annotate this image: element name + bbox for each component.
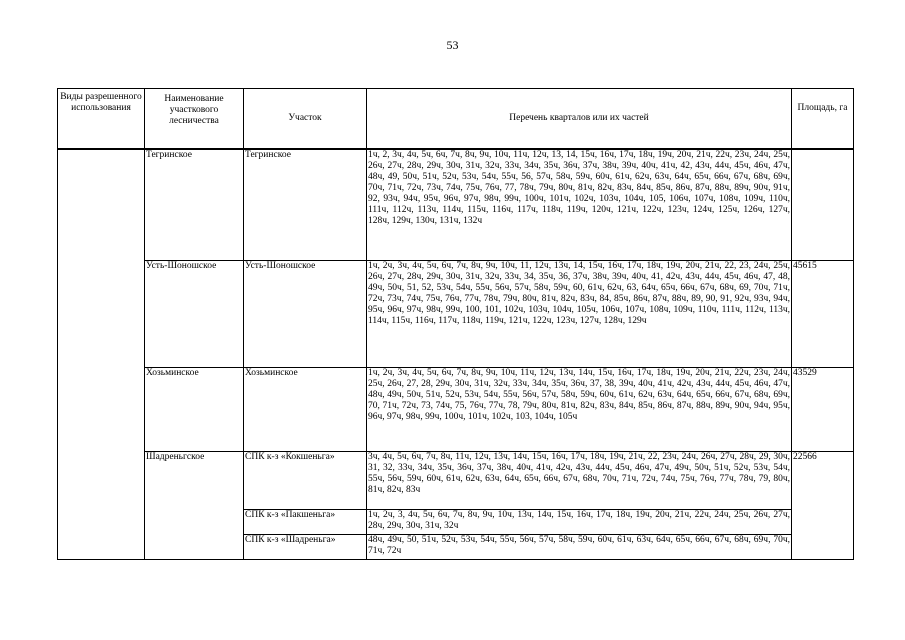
use-type-cell: [58, 149, 145, 559]
section-cell: СПК к-з «Шадреньга»: [244, 534, 367, 559]
forestry-cell: Шадреньгское: [145, 451, 244, 559]
quarters-cell: 1ч, 2ч, 3ч, 4ч, 5ч, 6ч, 7ч, 8ч, 9ч, 10ч, 11ч, 12ч, 13ч, 14ч, 15ч, 16ч, 17ч, 18ч, 19ч, 20ч, 21ч, 22ч, 23ч, 24ч, 25ч, 26ч, 27, 28, 29ч, 30ч, 31ч, 32ч, 33ч, 34ч, 35ч, 36ч, 37, 38, 39ч, 40ч, 41ч, 42ч, 43ч, 44ч, 45ч, 46ч, 47ч, 48ч, 49ч, 50ч, 51ч, 52ч, 53ч, 54ч, 55ч, 56ч, 57ч, 58ч, 59ч, 60ч, 61ч, 62ч, 63ч, 64ч, 65ч, 66ч, 67ч, 68ч, 69ч, 70, 71ч, 72ч, 73, 74ч, 75, 76ч, 77ч, 78, 79ч, 80ч, 81ч, 82ч, 83ч, 84ч, 85ч, 86ч, 87ч, 88ч, 89ч, 90ч, 94ч, 95ч, 96ч, 97ч, 98ч, 99ч, 100ч, 101ч, 102ч, 103, 104ч, 105ч: [367, 367, 792, 451]
quarters-cell: 3ч, 4ч, 5ч, 6ч, 7ч, 8ч, 11ч, 12ч, 13ч, 14ч, 15ч, 16ч, 17ч, 18ч, 19ч, 21ч, 22, 23ч, 24ч, 26ч, 27ч, 28ч, 29, 30ч, 31, 32, 33ч, 34ч, 35ч, 36ч, 37ч, 38ч, 40ч, 41ч, 42ч, 43ч, 44ч, 45ч, 46ч, 47ч, 49ч, 50ч, 51ч, 52ч, 53ч, 54ч, 55ч, 56ч, 59ч, 60ч, 61ч, 62ч, 63ч, 64ч, 65ч, 66ч, 67ч, 68ч, 70ч, 71ч, 72ч, 74ч, 75ч, 76ч, 77ч, 78ч, 79, 80ч, 81ч, 82ч, 83ч: [367, 451, 792, 509]
header-section: Участок: [244, 89, 367, 150]
forest-quarters-table: [57, 88, 854, 560]
table-row: [58, 367, 854, 451]
header-use-type: Виды разрешенного использования: [58, 89, 145, 150]
forestry-cell: Хозьминское: [145, 367, 244, 451]
section-cell: СПК к-з «Кокшеньга»: [244, 451, 367, 509]
area-cell: 22566: [792, 451, 854, 559]
page-number: 53: [446, 38, 459, 52]
quarters-cell: 1ч, 2, 3ч, 4ч, 5ч, 6ч, 7ч, 8ч, 9ч, 10ч, 11ч, 12ч, 13, 14, 15ч, 16ч, 17ч, 18ч, 19ч, 20ч, 21ч, 22ч, 23ч, 24ч, 25ч, 26ч, 27ч, 28ч, 29ч, 30ч, 31ч, 32ч, 33ч, 34ч, 35ч, 36ч, 37ч, 38ч, 39ч, 40ч, 41ч, 42, 43ч, 44ч, 45ч, 46ч, 47ч, 48ч, 49, 50ч, 51ч, 52ч, 53ч, 54ч, 55ч, 56, 57ч, 58ч, 59ч, 60ч, 61ч, 62ч, 63ч, 64ч, 65ч, 66ч, 67ч, 68ч, 69ч, 70ч, 71ч, 72ч, 73ч, 74ч, 75ч, 76ч, 77, 78ч, 79ч, 80ч, 81ч, 82ч, 83ч, 84ч, 85ч, 86ч, 87ч, 88ч, 89ч, 90ч, 91ч, 92, 93ч, 94ч, 95ч, 96ч, 97ч, 98ч, 99ч, 100ч, 101ч, 102ч, 103ч, 104ч, 105, 106ч, 107ч, 108ч, 109ч, 110ч, 111ч, 112ч, 113ч, 114ч, 115ч, 116ч, 117ч, 118ч, 119ч, 120ч, 121ч, 122ч, 123ч, 124ч, 125ч, 126ч, 127ч, 128ч, 129ч, 130ч, 131ч, 132ч: [367, 149, 792, 260]
table-row: [58, 260, 854, 367]
area-cell: 45615: [792, 260, 854, 367]
section-cell: Усть-Шоношское: [244, 260, 367, 367]
header-forestry: Наименование участкового лесничества: [145, 89, 244, 150]
quarters-cell: 48ч, 49ч, 50, 51ч, 52ч, 53ч, 54ч, 55ч, 56ч, 57ч, 58ч, 59ч, 60ч, 61ч, 63ч, 64ч, 65ч, 66ч, 67ч, 68ч, 69ч, 70ч, 71ч, 72ч: [367, 534, 792, 559]
section-cell: Тегринское: [244, 149, 367, 260]
area-cell: 43529: [792, 367, 854, 451]
table-row: [58, 149, 854, 260]
table-header-row: [58, 89, 854, 150]
header-area: Площадь, га: [792, 89, 854, 150]
quarters-cell: 1ч, 2ч, 3ч, 4ч, 5ч, 6ч, 7ч, 8ч, 9ч, 10ч, 11, 12ч, 13ч, 14, 15ч, 16ч, 17ч, 18ч, 19ч, 20ч, 21ч, 22, 23, 24ч, 25ч, 26ч, 27ч, 28ч, 29ч, 30ч, 31ч, 32ч, 33ч, 34, 35ч, 36, 37ч, 38ч, 39ч, 40ч, 41, 42ч, 43ч, 44ч, 45ч, 46ч, 47, 48, 49ч, 50ч, 51, 52, 53ч, 54ч, 55ч, 56ч, 57ч, 58ч, 59ч, 60, 61ч, 62ч, 63, 64ч, 65ч, 66ч, 67ч, 68ч, 69, 70ч, 71ч, 72ч, 73ч, 74ч, 75ч, 76ч, 77ч, 78ч, 79ч, 80ч, 81ч, 82ч, 83ч, 84, 85ч, 86ч, 87ч, 88ч, 89, 90, 91, 92ч, 93ч, 94ч, 95ч, 96ч, 97ч, 98ч, 99ч, 100, 101, 102ч, 103ч, 104ч, 105ч, 106ч, 107ч, 108ч, 109ч, 110ч, 111ч, 112ч, 113ч, 114ч, 115ч, 116ч, 117ч, 118ч, 119ч, 121ч, 122ч, 123ч, 127ч, 128ч, 129ч: [367, 260, 792, 367]
forestry-cell: Тегринское: [145, 149, 244, 260]
section-cell: Хозьминское: [244, 367, 367, 451]
section-cell: СПК к-з «Пакшеньга»: [244, 509, 367, 534]
quarters-cell: 1ч, 2ч, 3, 4ч, 5ч, 6ч, 7ч, 8ч, 9ч, 10ч, 13ч, 14ч, 15ч, 16ч, 17ч, 18ч, 19ч, 20ч, 21ч, 22ч, 24ч, 25ч, 26ч, 27ч, 28ч, 29ч, 30ч, 31ч, 32ч: [367, 509, 792, 534]
forestry-cell: Усть-Шоношское: [145, 260, 244, 367]
table-row: [58, 451, 854, 509]
area-cell: [792, 149, 854, 260]
header-quarters: Перечень кварталов или их частей: [367, 89, 792, 150]
